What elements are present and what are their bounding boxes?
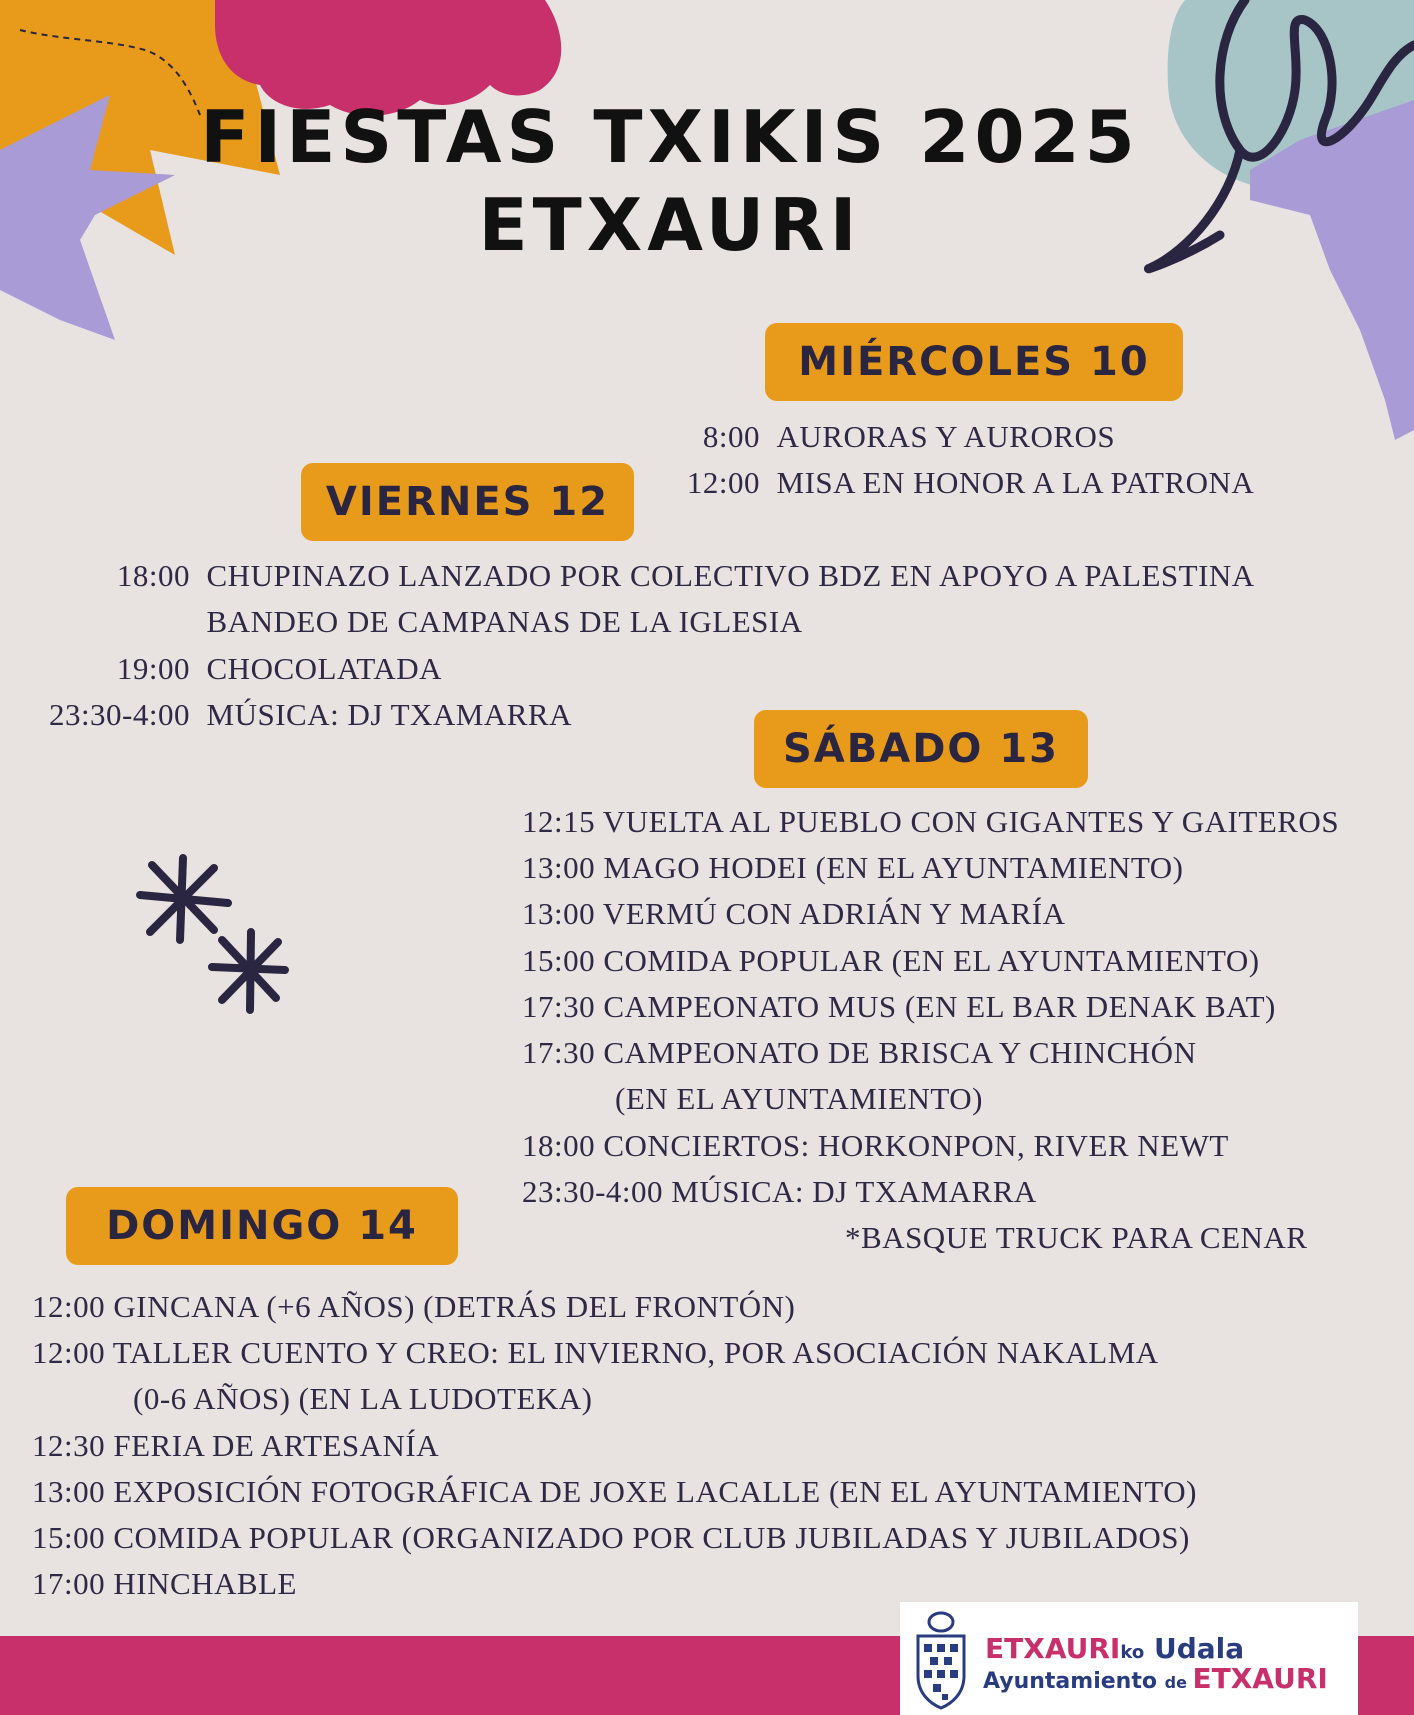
event-note: *BASQUE TRUCK PARA CENAR <box>845 1220 1308 1255</box>
day-badge-viernes: VIERNES 12 <box>301 463 634 541</box>
town-hall-logo <box>900 1602 1358 1715</box>
event-line: 23:30-4:00 MÚSICA: DJ TXAMARRA <box>48 697 572 732</box>
event-line: BANDEO DE CAMPANAS DE LA IGLESIA <box>206 604 803 639</box>
day-badge-sabado: SÁBADO 13 <box>754 710 1088 788</box>
event-line: 18:00 CHUPINAZO LANZADO POR COLECTIVO BDZ EN APOYO A PALESTINA <box>116 558 1255 593</box>
event-line: 12:00 MISA EN HONOR A LA PATRONA <box>686 465 1255 500</box>
event-line: 18:00 CONCIERTOS: HORKONPON, RIVER NEWT <box>522 1128 1229 1163</box>
event-line: 12:00 GINCANA (+6 AÑOS) (DETRÁS DEL FRONTÓN) <box>32 1289 796 1324</box>
event-line: 17:30 CAMPEONATO MUS (EN EL BAR DENAK BAT) <box>522 989 1276 1024</box>
event-line: (EN EL AYUNTAMIENTO) <box>615 1081 983 1116</box>
event-line: 15:00 COMIDA POPULAR (EN EL AYUNTAMIENTO) <box>522 943 1260 978</box>
logo-text-line-1: ETXAURIko Udala <box>985 1632 1245 1665</box>
event-line: 23:30-4:00 MÚSICA: DJ TXAMARRA <box>522 1174 1037 1209</box>
event-line: 13:00 MAGO HODEI (EN EL AYUNTAMIENTO) <box>522 850 1184 885</box>
event-line: 8:00 AURORAS Y AUROROS <box>702 419 1116 454</box>
event-line: 15:00 COMIDA POPULAR (ORGANIZADO POR CLUB JUBILADAS Y JUBILADOS) <box>32 1520 1190 1555</box>
event-line: 17:00 HINCHABLE <box>32 1566 297 1601</box>
day-badge-miercoles: MIÉRCOLES 10 <box>765 323 1183 401</box>
event-line: (0-6 AÑOS) (EN LA LUDOTEKA) <box>133 1381 593 1416</box>
asterisk-icon <box>140 858 228 940</box>
event-line: 12:00 TALLER CUENTO Y CREO: EL INVIERNO, POR ASOCIACIÓN NAKALMA <box>32 1335 1159 1370</box>
coat-of-arms-icon <box>906 1606 976 1711</box>
event-line: 12:15 VUELTA AL PUEBLO CON GIGANTES Y GAITEROS <box>522 804 1340 839</box>
title-line-1: FIESTAS TXIKIS 2025 <box>200 95 1140 179</box>
asterisk-icon <box>212 932 285 1010</box>
event-line: 17:30 CAMPEONATO DE BRISCA Y CHINCHÓN <box>522 1035 1197 1070</box>
event-line: 12:30 FERIA DE ARTESANÍA <box>32 1428 440 1463</box>
event-line: 13:00 EXPOSICIÓN FOTOGRÁFICA DE JOXE LACALLE (EN EL AYUNTAMIENTO) <box>32 1474 1197 1509</box>
day-badge-domingo: DOMINGO 14 <box>66 1187 458 1265</box>
event-line: 13:00 VERMÚ CON ADRIÁN Y MARÍA <box>522 896 1066 931</box>
event-line: 19:00 CHOCOLATADA <box>116 651 443 686</box>
title-line-2: ETXAURI <box>478 183 862 267</box>
logo-text-line-2: Ayuntamiento de ETXAURI <box>983 1662 1328 1695</box>
